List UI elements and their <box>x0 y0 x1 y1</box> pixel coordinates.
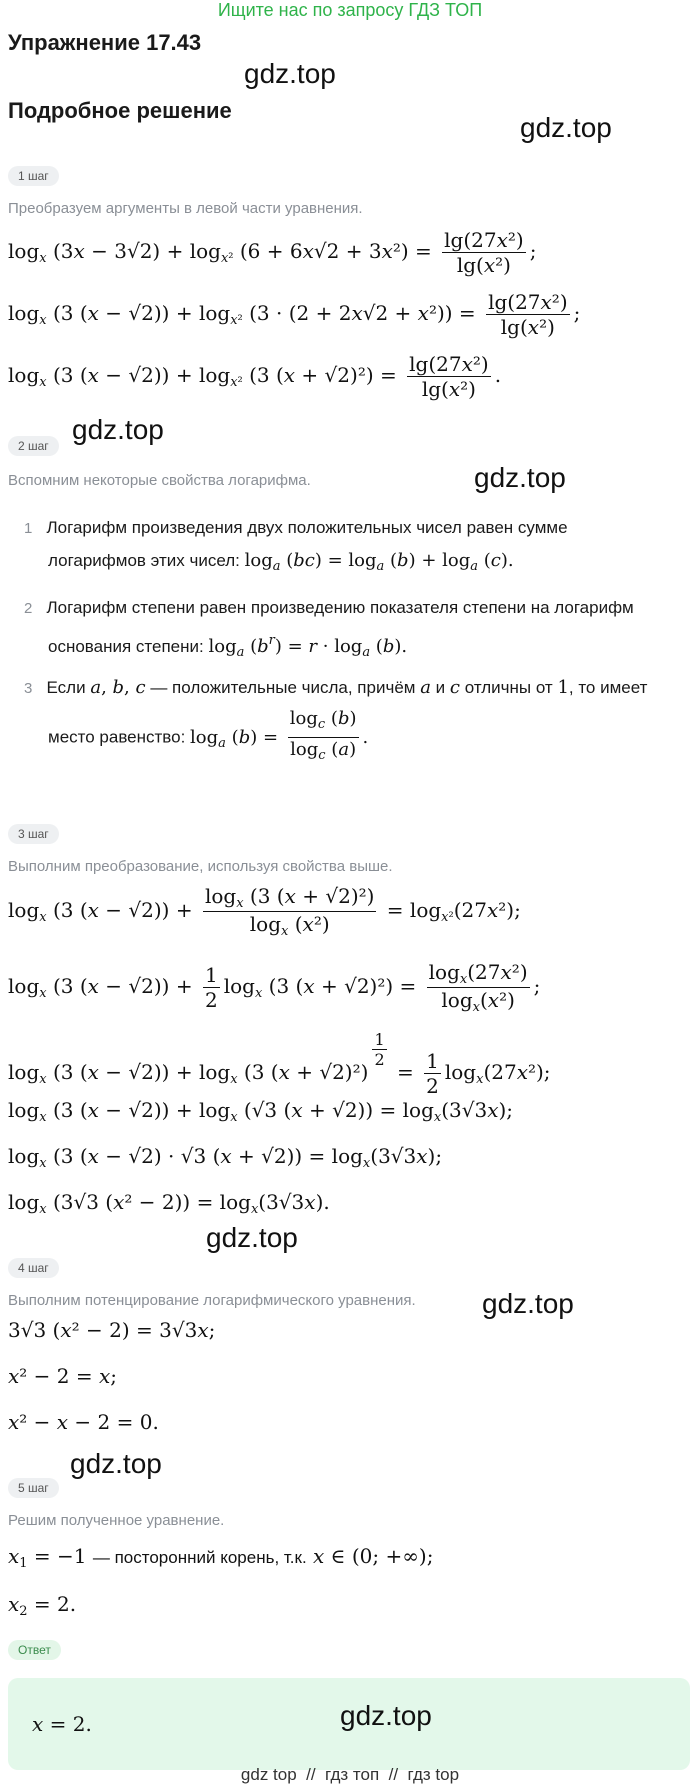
property-1: 1 Логарифм произведения двух положительных чисел равен сумме логарифмов этих чисел: $\log_a (bc) = \log_a (b) + \log_a (c)$. <box>24 518 568 574</box>
property-text: Логарифм степени равен произведению показателя степени на логарифм <box>46 598 634 617</box>
watermark: gdz.top <box>72 414 164 445</box>
property-text: и <box>435 678 446 697</box>
step-note-2: Вспомним некоторые свойства логарифма. <box>8 472 311 489</box>
footer-link[interactable]: гдз топ <box>325 1765 380 1784</box>
equation-3-2: $\log_x (3$ (x − √2)) + $\frac{1}{2}$ $\log_x (3$ (x + √2)²) = $\frac{\log_x(27x^2)}{\log_x(x^2)}$ ; <box>8 960 541 1015</box>
equation-4-3: x² − x − 2 = 0. <box>8 1410 159 1434</box>
property-text: — положительные числа, причём <box>150 678 416 697</box>
property-text: , то имеет <box>568 678 648 697</box>
property-text: логарифмов этих чисел: <box>48 551 240 570</box>
property-number: 3 <box>24 680 33 697</box>
watermark: gdz.top <box>206 1222 298 1253</box>
footer-links <box>0 1765 700 1785</box>
watermark: gdz.top <box>520 112 612 143</box>
equation-4-2: x² − 2 = x; <box>8 1364 117 1388</box>
step-badge-1: 1 шаг <box>8 166 59 186</box>
page-title: Упражнение 17.43 <box>8 30 202 55</box>
watermark: gdz.top <box>70 1448 162 1479</box>
equation-3-4: $\log_x (3$ $(x - √2)) + \log_x (√3$ $(x + √2)) = \log_x(3√3x)$; <box>8 1098 514 1125</box>
step-note-3: Выполним преобразование, используя свойства выше. <box>8 858 393 875</box>
answer-equation: x = 2. <box>32 1712 92 1736</box>
property-text: Логарифм произведения двух положительных чисел равен сумме <box>46 518 568 537</box>
watermark: gdz.top <box>482 1288 574 1319</box>
property-text: отличны от <box>464 678 553 697</box>
property-number: 1 <box>24 520 33 537</box>
step-note-1: Преобразуем аргументы в левой части уравнения. <box>8 200 363 217</box>
watermark: gdz.top <box>474 462 566 493</box>
root-note: — посторонний корень, т.к. <box>92 1548 307 1567</box>
step-badge-4: 4 шаг <box>8 1258 59 1278</box>
equation-1-2: $\log_x (3$ $(x - √2)) + \log_{x^2} (3 \cdot (2 + 2x√2 + x^2))$ = $\frac{\text{lg(27x²)}}{\text{lg(x²)}}$ ; <box>8 290 581 339</box>
watermark: gdz.top <box>340 1700 432 1731</box>
equation-3-5: $\log_x (3$ (x − √2) · √3 $(x + √2)) = \log_x(3√3x)$; <box>8 1144 443 1171</box>
top-banner[interactable]: Ищите нас по запросу ГДЗ ТОП <box>217 0 483 20</box>
step-badge-5: 5 шаг <box>8 1478 59 1498</box>
equation-1-1: $\log_x (3x - 3√2) + \log_{x^2} (6 + 6x√2 + 3x^2)$ = $\frac{\text{lg(27x²)}}{\text{lg(x²)}}$ ; <box>8 228 537 277</box>
equation-4-1: 3√3 (x² − 2) = 3√3x; <box>8 1318 216 1342</box>
step-badge-3: 3 шаг <box>8 824 59 844</box>
property-text: основания степени: <box>48 637 204 656</box>
section-subtitle: Подробное решение <box>8 98 232 123</box>
equation-5-2: $x_2 = 2$. <box>8 1592 77 1619</box>
footer-link[interactable]: gdz top <box>240 1765 297 1784</box>
equation-3-3: $\log_x (3$ $(x - √2)) + \log_x (3$ (x + √2)²) $\frac{1}{2}$ = $\frac{1}{2}$ $\log_x(27x^2)$; <box>8 1030 551 1098</box>
step-badge-2: 2 шаг <box>8 436 59 456</box>
property-number: 2 <box>24 600 33 617</box>
equation-1-3: $\log_x (3$ $(x - √2)) + \log_{x^2} (3$ (x + √2)²) = $\frac{\text{lg(27x²)}}{\text{lg(x²)}}$ . <box>8 352 502 401</box>
step-note-5: Решим полученное уравнение. <box>8 1512 225 1529</box>
equation-5-1: $x_1 = -1$ — посторонний корень, т.к. x ∈ (0; +∞); <box>8 1544 434 1571</box>
step-note-4: Выполним потенцирование логарифмического уравнения. <box>8 1292 416 1309</box>
property-text: место равенство: <box>48 727 186 747</box>
equation-3-1: $\log_x (3$ (x − √2)) + $\frac{\log_x (3 (x + √2)^2)}{\log_x (x^2)}$ = $\log_{x^2}(27x^2)$; <box>8 884 521 939</box>
property-2: 2 Логарифм степени равен произведению показателя степени на логарифм основания степени: $\log_a (b^r) = r \cdot \log_a (b)$. <box>24 598 634 660</box>
footer-separator: // <box>306 1765 316 1784</box>
footer-separator: // <box>388 1765 399 1784</box>
watermark: gdz.top <box>244 58 336 89</box>
property-3: 3 Если a, b, c — положительные числа, причём a и c отличны от 1, то имеет место равенство: $\log_a (b)$ = $\frac{\log_c (b)}{\log_c (a)}$ . <box>24 676 647 768</box>
property-text: Если <box>46 678 86 697</box>
footer-link[interactable]: гдз top <box>407 1765 460 1784</box>
equation-3-6: $\log_x (3√3$ $(x^2 - 2)) = \log_x(3√3x)$. <box>8 1190 330 1217</box>
answer-badge: Ответ <box>8 1640 61 1660</box>
